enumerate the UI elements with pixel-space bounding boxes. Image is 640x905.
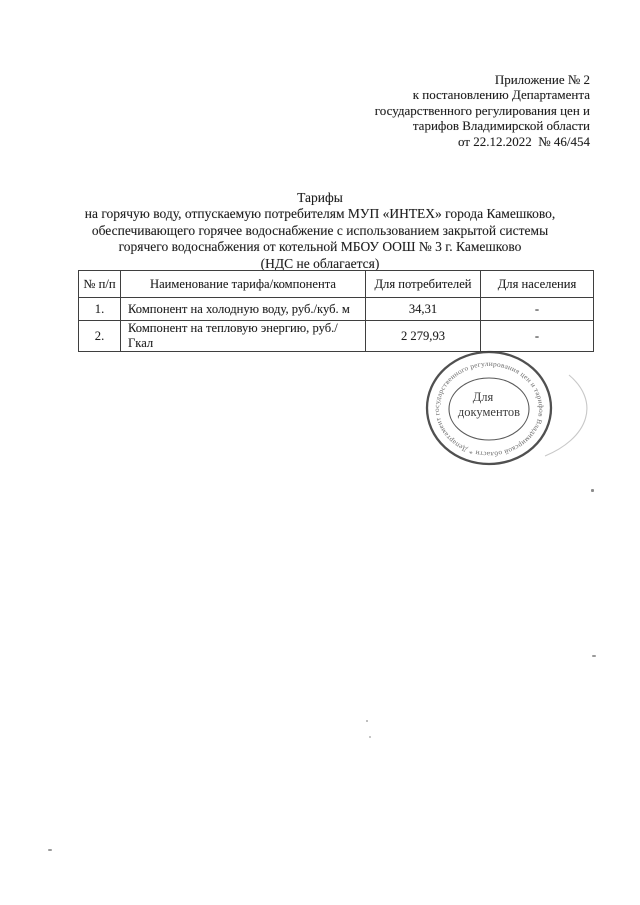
col-header-population: Для населения xyxy=(481,271,594,298)
scan-speck xyxy=(48,849,52,851)
table-header-row xyxy=(79,271,594,298)
scan-speck xyxy=(592,655,596,657)
col-header-tariff-name: Наименование тарифа/компонента xyxy=(121,271,366,298)
document-title xyxy=(20,190,620,272)
ref-line-department: государственного регулирования цен и xyxy=(374,102,590,118)
consumers-value-cell: 34,31 xyxy=(366,298,481,321)
title-line-tariffs: Тарифы xyxy=(297,190,343,205)
appendix-reference-block xyxy=(375,72,590,149)
row-number-cell: 1. xyxy=(79,298,121,321)
tariff-name-cell: Компонент на тепловую энергию, руб./Гкал xyxy=(121,321,366,352)
stamp-center-line2: документов xyxy=(457,405,521,419)
scan-speck xyxy=(369,736,371,738)
row-number-cell: 2. xyxy=(79,321,121,352)
title-line-vat-note: (НДС не облагается) xyxy=(260,255,380,271)
stamp-ring-text: Департамент государственного регулирования цен и тарифов Владимирской области * xyxy=(432,359,546,459)
ref-line-appendix: Приложение № 2 xyxy=(494,72,590,87)
col-header-row-number: № п/п xyxy=(79,271,121,298)
title-line-boiler: горячего водоснабжения от котельной МБОУ ООШ № 3 г. Камешково xyxy=(118,239,522,255)
scan-speck xyxy=(591,489,594,492)
round-stamp xyxy=(400,333,610,483)
population-value-cell: - xyxy=(481,321,594,352)
title-line-hot-water: на горячую воду, отпускаемую потребителям МУП «ИНТЕХ» города Камешково, xyxy=(84,206,556,222)
population-value-cell: - xyxy=(481,298,594,321)
ref-line-date-number: от 22.12.2022 № 46/454 xyxy=(457,133,590,149)
scan-speck xyxy=(366,720,368,722)
consumers-value-cell: 2 279,93 xyxy=(366,321,481,352)
col-header-consumers: Для потребителей xyxy=(366,271,481,298)
ref-line-resolution: к постановлению Департамента xyxy=(412,87,590,103)
stamp-center-line1: Для xyxy=(472,390,494,404)
ref-line-region: тарифов Владимирской области xyxy=(412,118,590,134)
table-row-cold-water xyxy=(79,298,594,321)
title-line-closed-system: обеспечивающего горячее водоснабжение с использованием закрытой системы xyxy=(91,222,549,238)
tariff-name-cell: Компонент на холодную воду, руб./куб. м xyxy=(121,298,366,321)
